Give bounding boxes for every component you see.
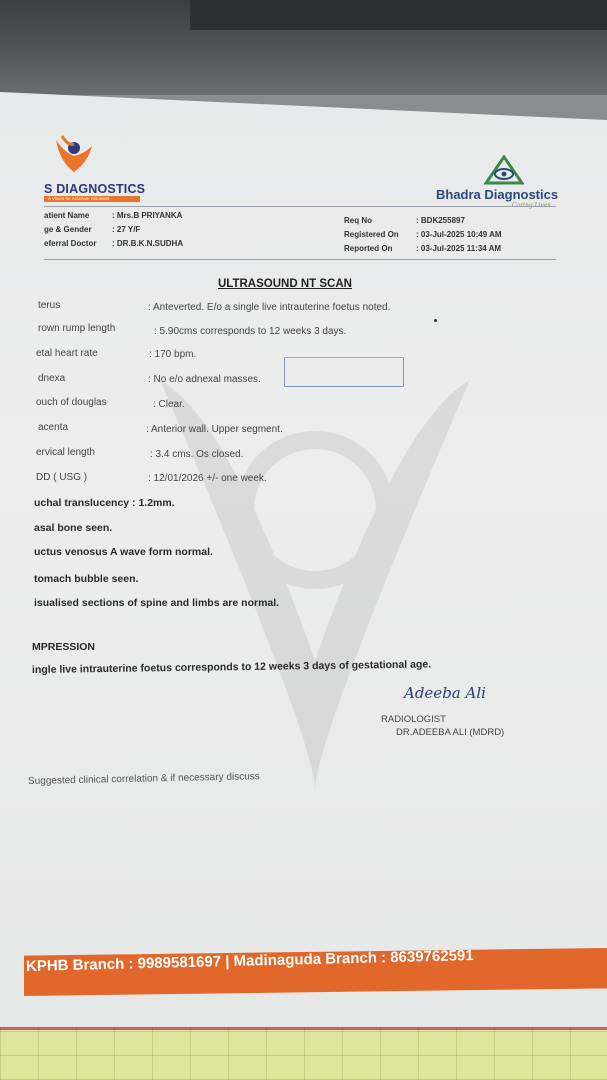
req-value: : BDK255897: [416, 216, 465, 225]
finding-label: terus: [38, 300, 61, 311]
bhadra-logo-icon: [484, 155, 524, 185]
referral-label: eferral Doctor: [44, 239, 97, 248]
radiologist-signature: Adeeba Ali: [404, 684, 486, 702]
lab-left-name: S DIAGNOSTICS: [44, 182, 146, 196]
finding-line: uctus venosus A wave form normal.: [34, 546, 213, 558]
finding-value: : Anteverted. E/o a single live intrauterine foetus noted.: [148, 302, 391, 313]
finding-value: : 5.90cms corresponds to 12 weeks 3 days.: [154, 326, 347, 337]
finding-line: asal bone seen.: [34, 522, 113, 534]
radiologist-role: RADIOLOGIST: [381, 714, 446, 725]
finding-value: : No e/o adnexal masses.: [148, 374, 261, 385]
background-box: [190, 0, 607, 30]
finding-value: : Clear.: [153, 399, 185, 410]
lab-right-name: Bhadra Diagnostics: [436, 187, 559, 202]
finding-value: : 12/01/2026 +/- one week.: [148, 473, 267, 484]
lab-left-tagline-bar: [44, 196, 140, 202]
clinical-note: Suggested clinical correlation & if necessary discuss: [27, 771, 260, 787]
footer-branches: KPHB Branch : 9989581697 | Madinaguda Branch : 8639762591: [25, 947, 474, 975]
finding-label: ervical length: [36, 447, 95, 458]
patient-name-value: : Mrs.B PRIYANKA: [112, 211, 183, 220]
finding-value: : 170 bpm.: [149, 349, 197, 360]
finding-label: ouch of douglas: [36, 397, 107, 408]
impression-text: ingle live intrauterine foetus corresponds to 12 weeks 3 days of gestational age.: [31, 658, 432, 676]
finding-value: : 3.4 cms. Os closed.: [150, 449, 244, 460]
s-diagnostics-logo-icon: [50, 132, 98, 180]
stamp-box: [284, 357, 404, 387]
ink-dot: [434, 319, 437, 322]
lab-left-tagline: A Vision for Accurate Solutions: [48, 196, 110, 201]
finding-value: : Anterior wall. Upper segment.: [146, 424, 283, 435]
finding-label: etal heart rate: [36, 348, 98, 359]
header-divider-top: [44, 206, 556, 207]
reported-label: Reported On: [344, 244, 393, 253]
registered-value: : 03-Jul-2025 10:49 AM: [416, 230, 502, 239]
referral-value: : DR.B.K.N.SUDHA: [112, 239, 184, 248]
header-divider-bottom: [44, 259, 556, 260]
report-title: ULTRASOUND NT SCAN: [218, 278, 352, 290]
finding-label: DD ( USG ): [36, 472, 88, 483]
patient-age-label: ge & Gender: [44, 225, 92, 234]
req-label: Req No: [344, 216, 372, 225]
finding-line: uchal translucency : 1.2mm.: [34, 497, 175, 509]
patient-age-value: : 27 Y/F: [112, 225, 141, 234]
finding-label: rown rump length: [38, 323, 116, 334]
impression-heading: MPRESSION: [32, 641, 96, 653]
registered-label: Registered On: [344, 230, 399, 239]
patient-name-label: atient Name: [44, 211, 90, 220]
reported-value: : 03-Jul-2025 11:34 AM: [416, 244, 502, 253]
finding-label: dnexa: [38, 373, 66, 384]
finding-label: acenta: [38, 422, 69, 433]
radiologist-name: DR.ADEEBA ALI (MDRD): [396, 727, 505, 738]
finding-line: isualised sections of spine and limbs are normal.: [34, 597, 280, 609]
finding-line: tomach bubble seen.: [34, 573, 139, 585]
